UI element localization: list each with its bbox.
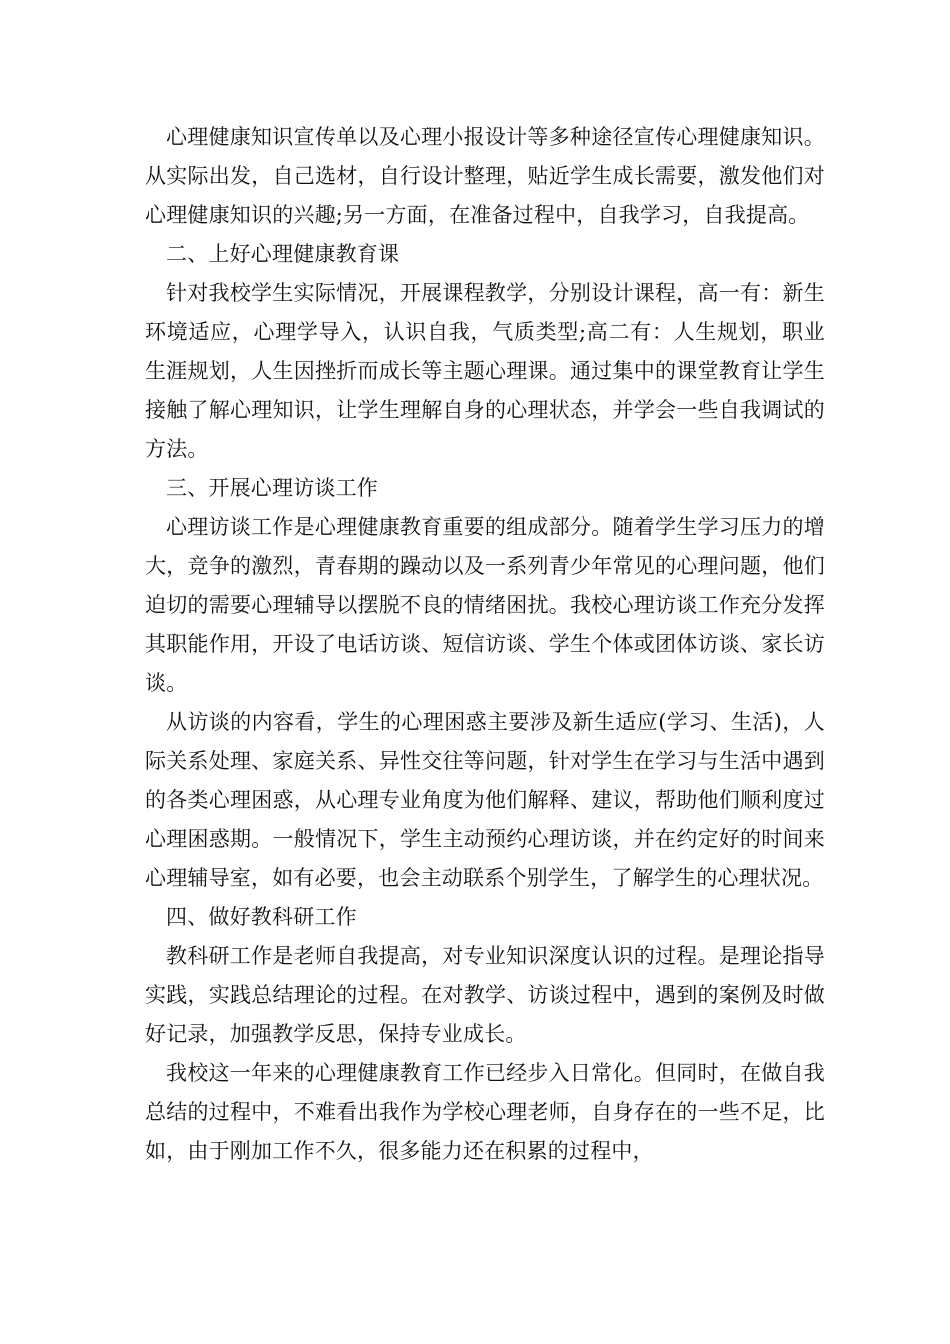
- paragraph-publicity: 心理健康知识宣传单以及心理小报设计等多种途径宣传心理健康知识。从实际出发，自己选材，自行设计整理，贴近学生成长需要，激发他们对心理健康知识的兴趣;另一方面，在准备过程中，自我学习，自我提高。: [145, 125, 825, 227]
- section-heading-courses: 二、上好心理健康教育课: [166, 242, 400, 266]
- paragraph-interview-content: 从访谈的内容看，学生的心理困惑主要涉及新生适应(学习、生活)，人际关系处理、家庭关系、异性交往等问题，针对学生在学习与生活中遇到的各类心理困惑，从心理专业角度为他们解释、建议，帮助他们顺利度过心理困惑期。一般情况下，学生主动预约心理访谈，并在约定好的时间来心理辅导室，如有必要，也会主动联系个别学生，了解学生的心理状况。: [145, 710, 825, 890]
- section-heading-research: 四、做好教科研工作: [166, 905, 357, 929]
- paragraph-courses: 针对我校学生实际情况，开展课程教学，分别设计课程，高一有：新生环境适应，心理学导入，认识自我，气质类型;高二有：人生规划，职业生涯规划，人生因挫折而成长等主题心理课。通过集中的课堂教育让学生接触了解心理知识，让学生理解自身的心理状态，并学会一些自我调试的方法。: [145, 281, 825, 461]
- section-heading-interviews: 三、开展心理访谈工作: [166, 476, 378, 500]
- paragraph-summary: 我校这一年来的心理健康教育工作已经步入日常化。但同时，在做自我总结的过程中，不难看出我作为学校心理老师，自身存在的一些不足，比如，由于刚加工作不久，很多能力还在积累的过程中，: [145, 1061, 825, 1163]
- document-body: [145, 118, 825, 1171]
- paragraph-research: 教科研工作是老师自我提高，对专业知识深度认识的过程。是理论指导实践，实践总结理论的过程。在对教学、访谈过程中，遇到的案例及时做好记录，加强教学反思，保持专业成长。: [145, 944, 825, 1046]
- paragraph-interviews: 心理访谈工作是心理健康教育重要的组成部分。随着学生学习压力的增大，竞争的激烈，青春期的躁动以及一系列青少年常见的心理问题，他们迫切的需要心理辅导以摆脱不良的情绪困扰。我校心理访谈工作充分发挥其职能作用，开设了电话访谈、短信访谈、学生个体或团体访谈、家长访谈。: [145, 515, 825, 695]
